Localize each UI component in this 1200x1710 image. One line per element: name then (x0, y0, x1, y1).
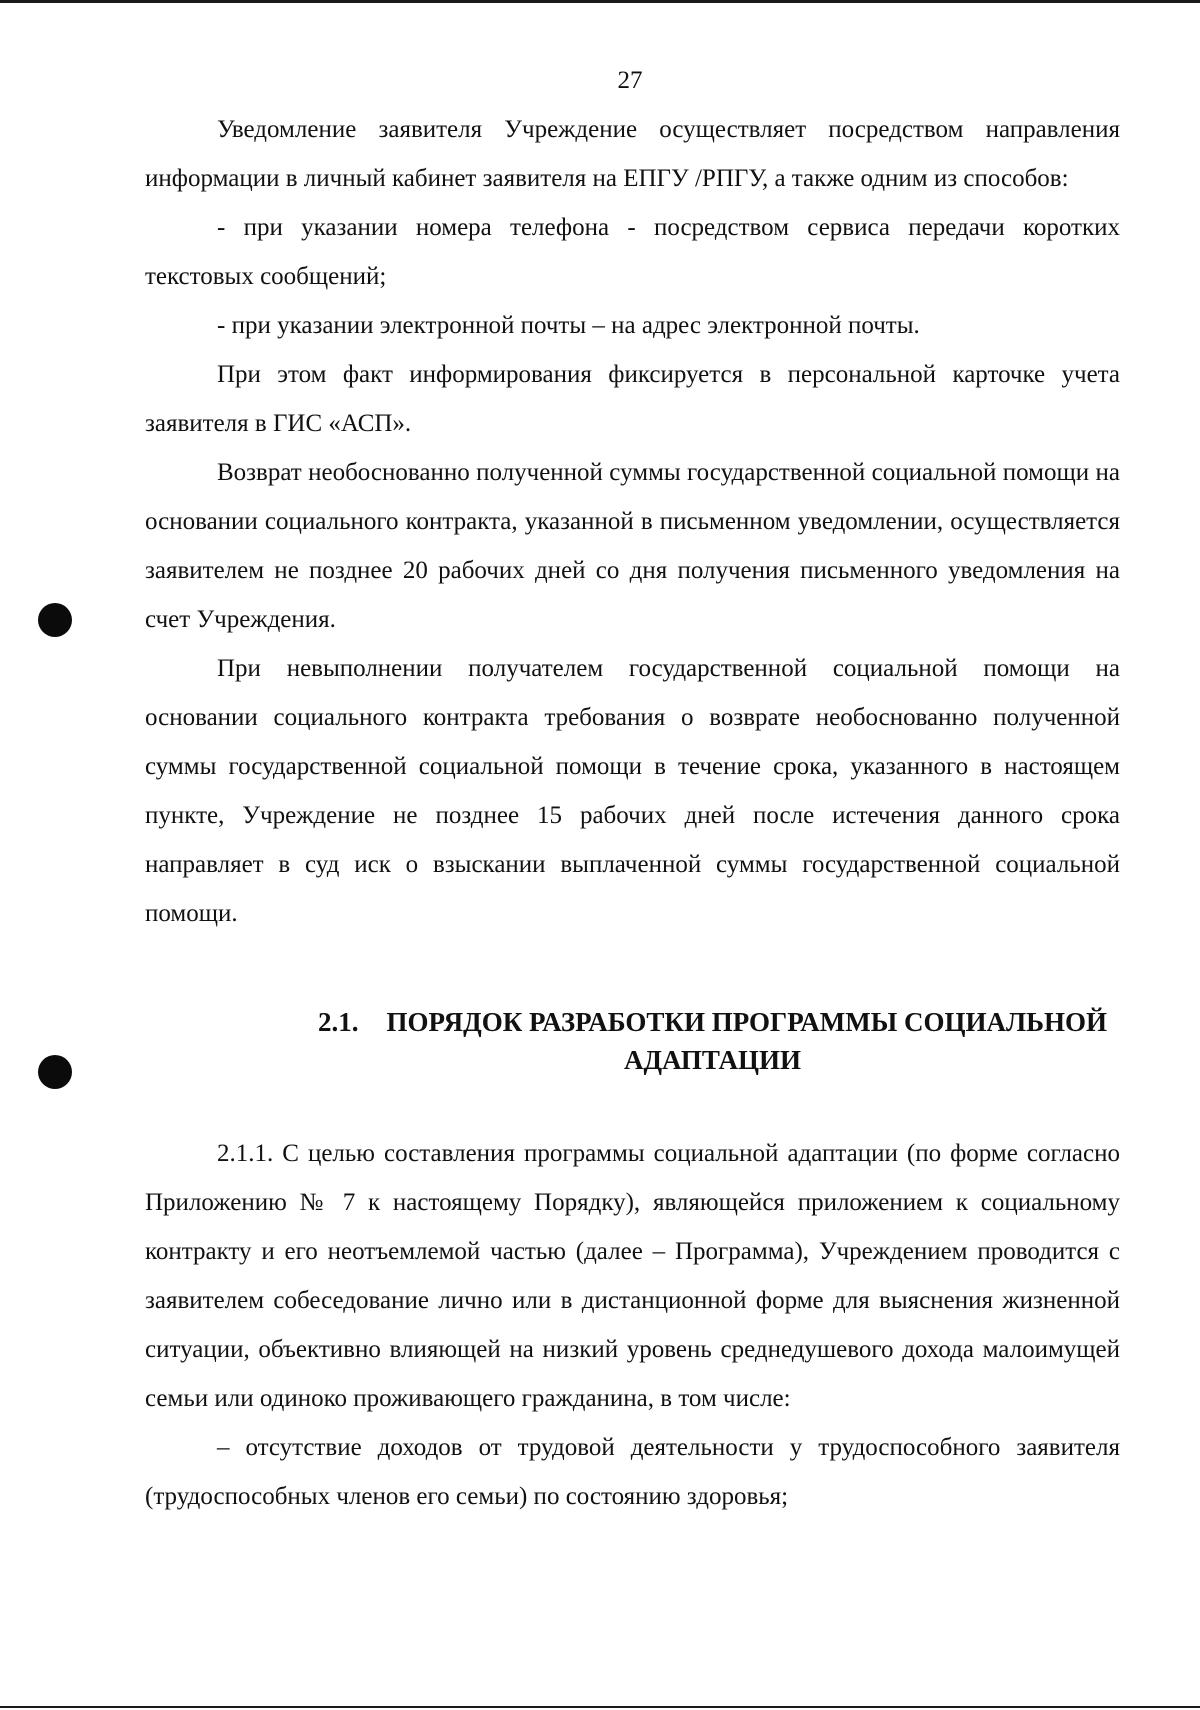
section-number: 2.1. (318, 1007, 359, 1037)
section-title-line1: ПОРЯДОК РАЗРАБОТКИ ПРОГРАММЫ СОЦИАЛЬНОЙ (386, 1007, 1107, 1037)
document-body (145, 105, 1120, 1521)
paragraph-notification: Уведомление заявителя Учреждение осуществляет посредством направления информации в личный кабинет заявителя на ЕПГУ /РПГУ, а также одним из способов: (145, 116, 1120, 192)
punch-hole-upper (38, 603, 72, 637)
section-title-line2: АДАПТАЦИИ (623, 1045, 802, 1075)
bottom-border-line (0, 1706, 1200, 1708)
paragraph-court-claim: При невыполнении получателем государственной социальной помощи на основании социального контракта требования о возврате необоснованно полученной суммы государственной социальной помощи в течение срока, указанного в настоящем пункте, Учреждение не позднее 15 рабочих дней после истечения данного срока направляет в суд иск о взыскании выплаченной суммы государственной социальной помощи. (145, 655, 1120, 927)
page-number: 27 (617, 67, 643, 94)
punch-hole-lower (38, 1055, 72, 1089)
paragraph-refund: Возврат необоснованно полученной суммы государственной социальной помощи на основании социального контракта, указанной в письменном уведомлении, осуществляется заявителем не позднее 20 рабочих дней со дня получения письменного уведомления на счет Учреждения. (145, 459, 1120, 633)
list-item-email: - при указании электронной почты – на адрес электронной почты. (217, 312, 920, 339)
paragraph-informing-record: При этом факт информирования фиксируется в персональной карточке учета заявителя в ГИС «АСП». (145, 361, 1120, 437)
paragraph-2-1-1: 2.1.1. С целью составления программы социальной адаптации (по форме согласно Приложению № 7 к настоящему Порядку), являющейся приложением к социальному контракту и его неотъемлемой частью (далее – Программа), Учреждением проводится с заявителем собеседование лично или в дистанционной форме для выяснения жизненной ситуации, объективно влияющей на низкий уровень среднедушевого дохода малоимущей семьи или одиноко проживающего гражданина, в том числе: (145, 1140, 1120, 1412)
section-heading (145, 1003, 1120, 1079)
list-item-phone: - при указании номера телефона - посредством сервиса передачи коротких текстовых сообщений; (145, 214, 1120, 290)
top-border-line (0, 0, 1200, 3)
list-item-no-income: – отсутствие доходов от трудовой деятельности у трудоспособного заявителя (трудоспособных членов его семьи) по состоянию здоровья; (145, 1434, 1120, 1510)
